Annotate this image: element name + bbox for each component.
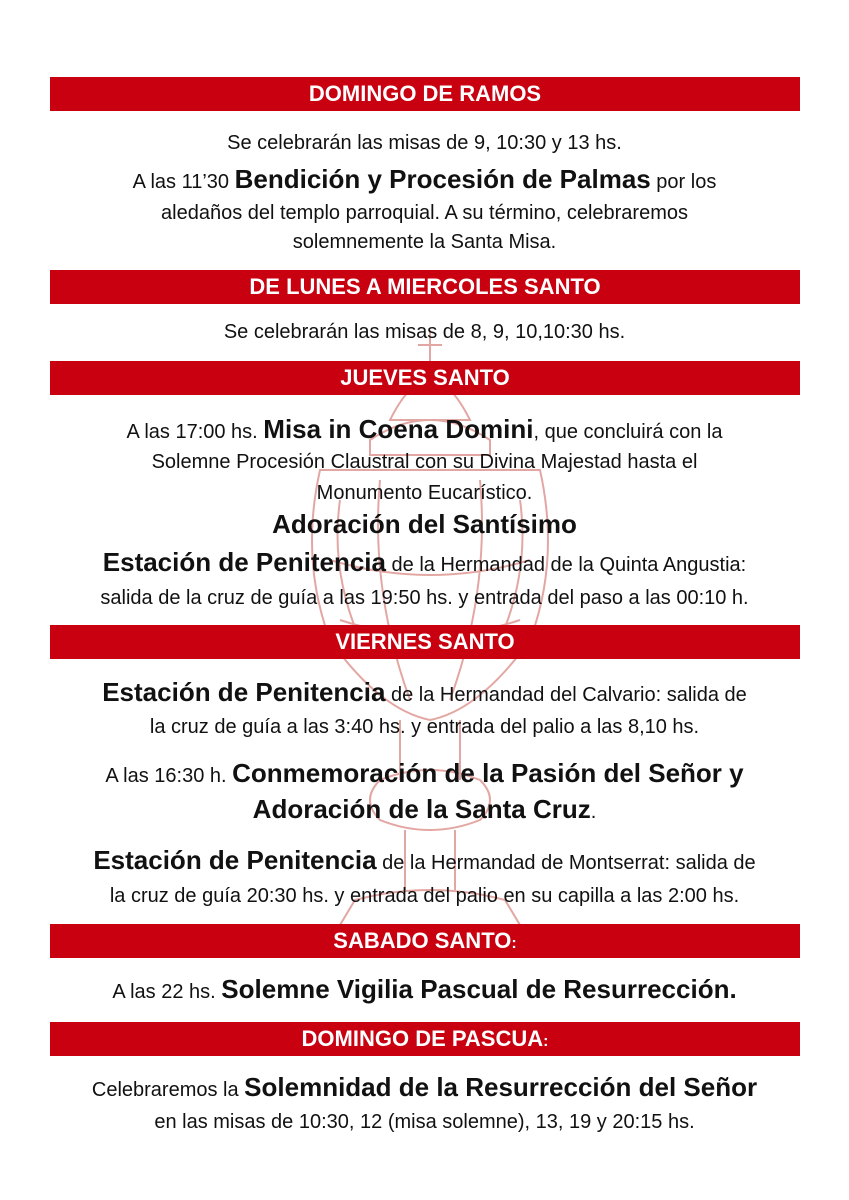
banner-colon: : (511, 935, 517, 952)
text-line (40, 163, 809, 198)
text-run: por los (650, 171, 717, 193)
section-banner-domingo-ramos: DOMINGO DE RAMOS (50, 77, 800, 111)
text-line (40, 413, 809, 448)
section-banner-viernes-santo: VIERNES SANTO (50, 625, 800, 659)
text-line: Se celebrarán las misas de 9, 10:30 y 13 hs. (227, 132, 622, 154)
bold-text: Misa in Coena Domini (263, 414, 534, 444)
text-line (40, 546, 809, 581)
text-run: A las 11’30 (132, 171, 235, 193)
bold-text: Estación de Penitencia (102, 677, 386, 707)
bold-text: Adoración de la Santa Cruz (252, 794, 591, 824)
text-run: de la Hermandad del Calvario: salida de (385, 684, 747, 706)
text-line: la cruz de guía 20:30 hs. y entrada del palio en su capilla a las 2:00 hs. (109, 885, 740, 907)
section-banner-domingo-pascua (50, 1022, 800, 1056)
banner-colon: : (543, 1033, 549, 1050)
text-line (40, 793, 809, 828)
text-line: Se celebrarán las misas de 8, 9, 10,10:30 hs. (223, 321, 626, 343)
text-line (40, 757, 809, 792)
text-line (40, 844, 809, 879)
text-run: de la Hermandad de la Quinta Angustia: (385, 554, 747, 576)
text-line: la cruz de guía a las 3:40 hs. y entrada del palio a las 8,10 hs. (149, 716, 700, 738)
section-banner-sabado-santo (50, 924, 800, 958)
text-run: A las 16:30 h. (105, 765, 233, 787)
section-banner-lunes-miercoles: DE LUNES A MIERCOLES SANTO (50, 270, 800, 304)
text-line (40, 973, 809, 1008)
text-line: en las misas de 10:30, 12 (misa solemne), 13, 19 y 20:15 hs. (154, 1111, 695, 1133)
bold-text: Solemnidad de la Resurrección del Señor (244, 1072, 758, 1102)
banner-title: SABADO SANTO (333, 928, 512, 953)
text-run: , que concluirá con la (533, 421, 723, 443)
text-line: salida de la cruz de guía a las 19:50 hs. y entrada del paso a las 00:10 h. (100, 587, 749, 609)
text-line (40, 1071, 809, 1106)
bold-heading: Adoración del Santísimo (272, 509, 577, 539)
text-run: de la Hermandad de Montserrat: salida de (376, 852, 756, 874)
text-run: Celebraremos la (91, 1079, 245, 1101)
bold-text: Estación de Penitencia (93, 845, 377, 875)
text-line: aledaños del templo parroquial. A su término, celebraremos (161, 202, 688, 224)
text-line: solemnemente la Santa Misa. (292, 231, 557, 253)
text-line (40, 676, 809, 711)
text-line: Solemne Procesión Claustral con su Divina Majestad hasta el (151, 451, 698, 473)
bold-text: Conmemoración de la Pasión del Señor y (232, 758, 744, 788)
bold-text: Bendición y Procesión de Palmas (234, 164, 651, 194)
text-run: A las 22 hs. (112, 981, 222, 1003)
text-line: Monumento Eucarístico. (316, 482, 533, 504)
text-run: . (590, 801, 597, 823)
bold-text: Estación de Penitencia (102, 547, 386, 577)
section-banner-jueves-santo: JUEVES SANTO (50, 361, 800, 395)
banner-title: DOMINGO DE PASCUA (301, 1026, 544, 1051)
bold-text: Solemne Vigilia Pascual de Resurrección. (221, 974, 737, 1004)
text-run: A las 17:00 hs. (126, 421, 264, 443)
